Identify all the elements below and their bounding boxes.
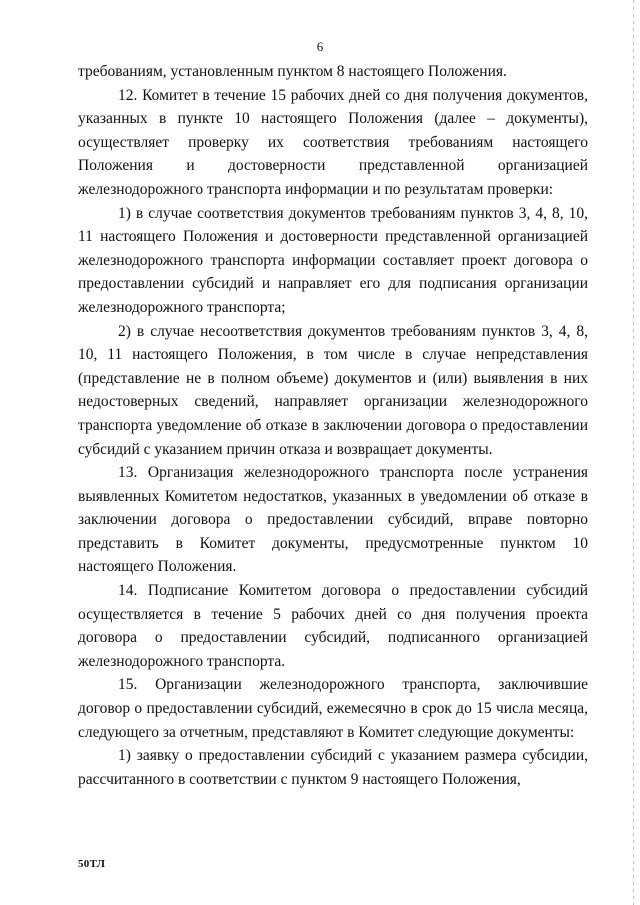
paragraph-12-subitem-1: 1) в случае соответствия документов требованиям пунктов 3, 4, 8, 10, 11 настоящего Положения и достоверности представленной организацией железнодорожного транспорта информации составляет проект договора о предоставлении субсидий и направляет его для подписания организации железнодорожного транспорта; (78, 204, 588, 316)
document-body (78, 60, 588, 791)
paragraph-continuation: требованиям, установленным пунктом 8 настоящего Положения. (78, 63, 507, 80)
page-edge-line (633, 0, 634, 905)
paragraph-15: 15. Организации железнодорожного транспорта, заключившие договор о предоставлении субсидий, ежемесячно в срок до 15 числа месяца, следующего за отчетным, представляют в Комитет следующие документы: (78, 676, 588, 741)
paragraph-12: 12. Комитет в течение 15 рабочих дней со дня получения документов, указанных в пункте 10 настоящего Положения (далее – документы), осуществляет проверку их соответствия требованиям настоящего Положения и достоверности представленной организацией железнодорожного транспорта информации и по результатам проверки: (78, 86, 588, 198)
footer-code: 50ТЛ (78, 858, 106, 870)
paragraph-14: 14. Подписание Комитетом договора о предоставлении субсидий осуществляется в течение 5 рабочих дней со дня получения проекта договора о предоставлении субсидий, подписанного организацией железнодорожного транспорта. (78, 582, 588, 670)
page-number: 6 (316, 39, 324, 54)
paragraph-12-subitem-2: 2) в случае несоответствия документов требованиям пунктов 3, 4, 8, 10, 11 настоящего Положения, в том числе в случае непредставления (представление не в полном объеме) документов и (или) выявления в них недостоверных сведений, направляет организации железнодорожного транспорта уведомление об отказе в заключении договора о предоставлении субсидий с указанием причин отказа и возвращает документы. (78, 322, 588, 458)
paragraph-15-subitem-1: 1) заявку о предоставлении субсидий с указанием размера субсидии, рассчитанного в соответствии с пунктом 9 настоящего Положения, (78, 747, 588, 788)
paragraph-13: 13. Организация железнодорожного транспорта после устранения выявленных Комитетом недостатков, указанных в уведомлении об отказе в заключении договора о предоставлении субсидий, вправе повторно представить в Комитет документы, предусмотренные пунктом 10 настоящего Положения. (78, 464, 588, 576)
